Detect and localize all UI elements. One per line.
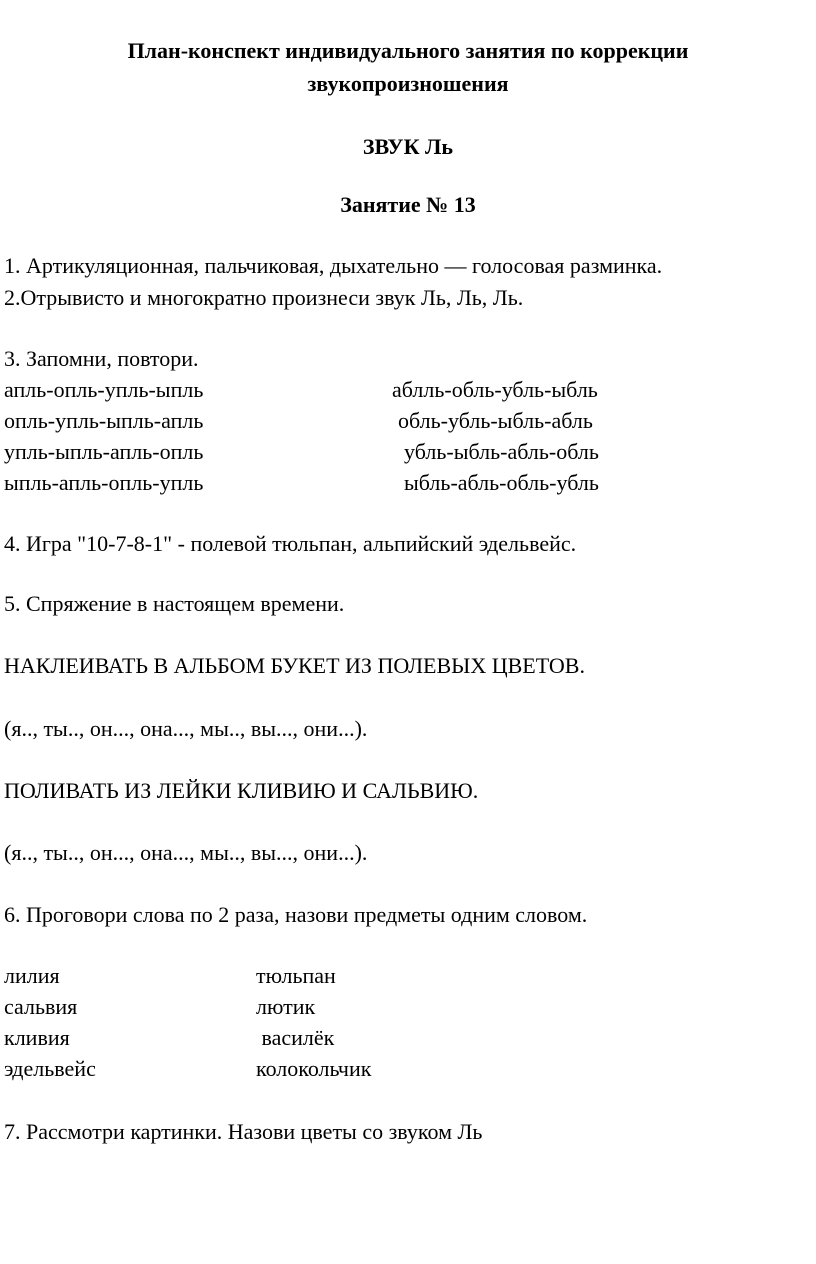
- step-5: 5. Спряжение в настоящем времени.: [4, 591, 345, 616]
- word-left: сальвия: [4, 994, 78, 1019]
- step-6: 6. Проговори слова по 2 раза, назови предметы одним словом.: [4, 902, 588, 927]
- syllable-left: ыпль-апль-опль-упль: [4, 470, 204, 495]
- syllable-left: апль-опль-упль-ыпль: [4, 377, 204, 402]
- step-7: 7. Рассмотри картинки. Назови цветы со звуком Ль: [4, 1119, 483, 1144]
- syllable-right: ыбль-абль-обль-убль: [404, 470, 599, 495]
- word-right: василёк: [256, 1025, 335, 1050]
- title-line-1: План-конспект индивидуального занятия по коррекции: [127, 38, 689, 63]
- syllable-right: аблль-обль-убль-ыбль: [392, 377, 598, 402]
- step-4: 4. Игра "10-7-8-1" - полевой тюльпан, альпийский эдельвейс.: [4, 531, 577, 556]
- word-left: кливия: [4, 1025, 70, 1050]
- phrase-1: НАКЛЕИВАТЬ В АЛЬБОМ БУКЕТ ИЗ ПОЛЕВЫХ ЦВЕТОВ.: [4, 653, 585, 678]
- step-3-title: 3. Запомни, повтори.: [4, 346, 199, 371]
- step-1: 1. Артикуляционная, пальчиковая, дыхательно — голосовая разминка.: [4, 253, 663, 278]
- step-2: 2.Отрывисто и многократно произнеси звук Ль, Ль, Ль.: [4, 285, 524, 310]
- lesson-heading: Занятие № 13: [340, 192, 476, 217]
- word-right: тюльпан: [256, 963, 336, 988]
- phrase-2: ПОЛИВАТЬ ИЗ ЛЕЙКИ КЛИВИЮ И САЛЬВИЮ.: [4, 778, 479, 803]
- syllable-right: убль-ыбль-абль-обль: [404, 439, 599, 464]
- word-right: колокольчик: [256, 1056, 372, 1081]
- syllable-left: опль-упль-ыпль-апль: [4, 408, 204, 433]
- word-left: лилия: [4, 963, 60, 988]
- pronouns-2: (я.., ты.., он..., она..., мы.., вы..., они...).: [4, 840, 368, 865]
- pronouns-1: (я.., ты.., он..., она..., мы.., вы..., они...).: [4, 716, 368, 741]
- syllable-right: обль-убль-ыбль-абль: [398, 408, 593, 433]
- syllable-left: упль-ыпль-апль-опль: [4, 439, 204, 464]
- word-right: лютик: [256, 994, 316, 1019]
- sound-heading: ЗВУК Ль: [362, 134, 454, 159]
- word-left: эдельвейс: [4, 1056, 96, 1081]
- title-line-2: звукопроизношения: [307, 71, 509, 96]
